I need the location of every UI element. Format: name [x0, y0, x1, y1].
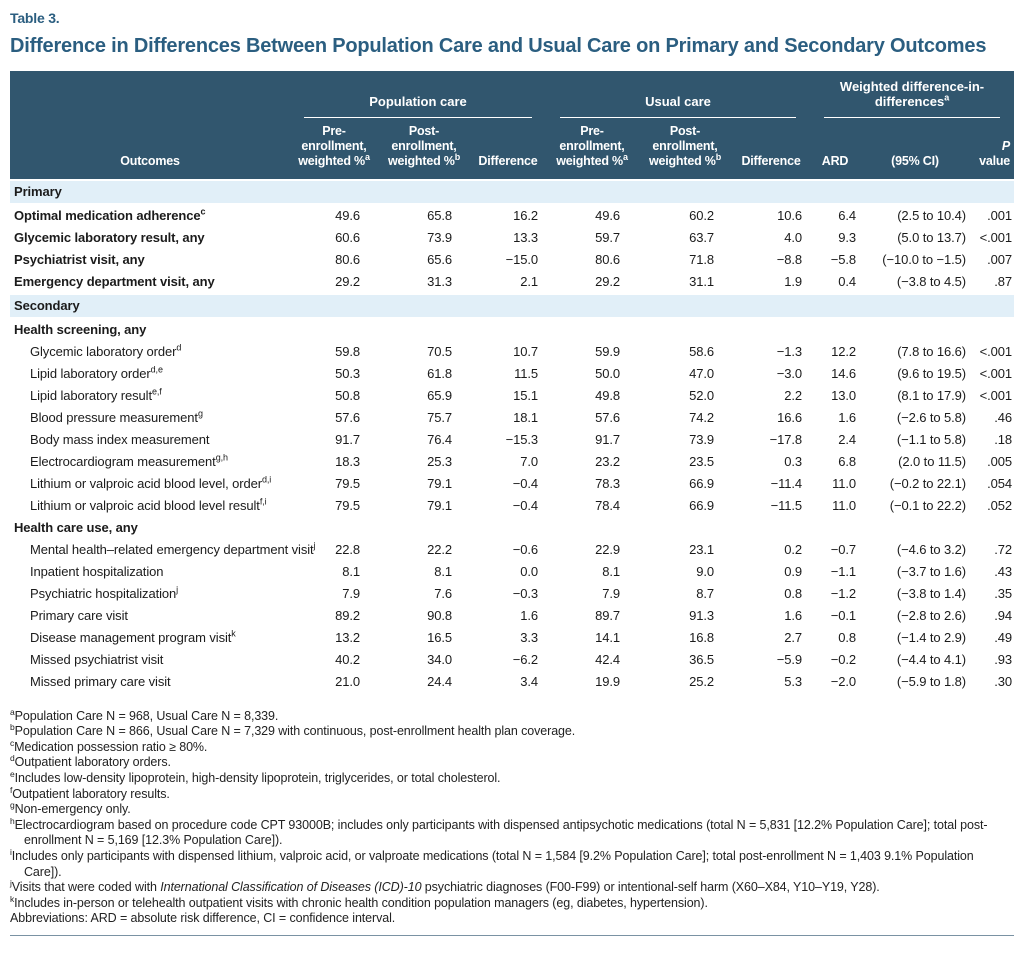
cell-usual-post: 25.2 — [689, 674, 714, 690]
subsection-row — [10, 517, 1014, 539]
cell-p-value: .46 — [994, 410, 1013, 426]
table-3-figure — [10, 0, 1014, 948]
cell-pop-difference: 1.6 — [520, 608, 538, 624]
cell-p-value: .007 — [987, 252, 1013, 268]
cell-pop-post: 65.6 — [427, 252, 452, 268]
cell-ci: (−1.1 to 5.8) — [896, 432, 967, 448]
col-usual-difference: Difference — [732, 118, 810, 180]
cell-ard: 1.6 — [838, 410, 857, 426]
cell-usual-difference: 10.6 — [777, 208, 803, 224]
outcomes-table — [10, 71, 1014, 693]
section-label: Health screening, any — [14, 322, 147, 338]
cell-ard: 12.2 — [831, 344, 857, 360]
footnote-f: $^f$Outpatient laboratory results. — [10, 784, 170, 801]
cell-pop-difference: 3.3 — [520, 630, 538, 646]
table-row — [10, 605, 1014, 627]
cell-ard: 6.8 — [838, 454, 857, 470]
cell-usual-pre: 59.7 — [595, 230, 620, 246]
cell-ard: −2.0 — [830, 674, 857, 690]
group-usual-care — [546, 71, 810, 118]
cell-usual-pre: 29.2 — [595, 274, 620, 290]
cell-p-value: .35 — [994, 586, 1013, 602]
cell-ard: 2.4 — [838, 432, 857, 448]
cell-usual-pre: 50.0 — [595, 366, 620, 382]
cell-pop-difference: 11.5 — [514, 366, 538, 382]
col-p-value: P value — [970, 118, 1014, 180]
cell-usual-pre: 91.7 — [595, 432, 620, 448]
cell-usual-post: 66.9 — [689, 498, 714, 514]
cell-pop-difference: −15.3 — [505, 432, 538, 448]
cell-pop-post: 22.2 — [427, 542, 452, 558]
cell-pop-post: 70.5 — [427, 344, 452, 360]
cell-p-value: .87 — [994, 274, 1013, 290]
cell-usual-pre: 57.6 — [595, 410, 620, 426]
cell-usual-difference: −8.8 — [776, 252, 803, 268]
cell-ard: 0.4 — [838, 274, 857, 290]
section-row — [10, 294, 1014, 318]
group-usual-care-label: Usual care — [645, 93, 711, 109]
cell-ard: 14.6 — [831, 366, 857, 382]
cell-ard: −0.1 — [830, 608, 857, 624]
cell-pop-pre: 79.5 — [335, 498, 360, 514]
table-row — [10, 561, 1014, 583]
group-header-spacer — [10, 71, 290, 118]
cell-pop-post: 65.8 — [427, 208, 452, 224]
cell-p-value: .005 — [987, 454, 1013, 470]
cell-usual-difference: 0.2 — [784, 542, 803, 558]
table-row — [10, 495, 1014, 517]
cell-usual-pre: 59.9 — [595, 344, 620, 360]
cell-usual-pre: 19.9 — [595, 674, 620, 690]
footnote-b: $^b$Population Care N = 866, Usual Care N = 7,329 with continuous, post-enrollment health plan coverage. — [10, 722, 576, 739]
cell-pop-post: 79.1 — [427, 498, 452, 514]
cell-pop-pre: 40.2 — [335, 652, 360, 668]
row-label: Blood pressure measurement$^g$ — [30, 408, 203, 426]
cell-p-value: .18 — [994, 432, 1013, 448]
col-ard: ARD — [810, 118, 860, 180]
cell-ci: (2.5 to 10.4) — [897, 208, 967, 224]
cell-ci: (8.1 to 17.9) — [897, 388, 967, 404]
table-row — [10, 407, 1014, 429]
cell-pop-pre: 50.8 — [335, 388, 360, 404]
cell-ci: (−4.6 to 3.2) — [896, 542, 967, 558]
cell-usual-pre: 22.9 — [595, 542, 620, 558]
cell-pop-difference: 3.4 — [520, 674, 538, 690]
cell-ard: 0.8 — [838, 630, 857, 646]
cell-usual-post: 74.2 — [689, 410, 714, 426]
cell-pop-difference: 0.0 — [520, 564, 538, 580]
row-label: Lipid laboratory result$^{e,f}$ — [30, 386, 162, 404]
col-pop-pre: Pre-enrollment, weighted %$^a$ — [290, 118, 378, 180]
cell-usual-pre: 42.4 — [595, 652, 620, 668]
cell-pop-difference: −0.4 — [512, 476, 538, 492]
footnote-d: $^d$Outpatient laboratory orders. — [10, 753, 171, 770]
cell-usual-pre: 23.2 — [595, 454, 620, 470]
cell-pop-pre: 13.2 — [335, 630, 360, 646]
cell-pop-pre: 29.2 — [335, 274, 360, 290]
cell-usual-post: 23.5 — [689, 454, 714, 470]
section-label: Health care use, any — [14, 520, 138, 536]
cell-usual-pre: 78.3 — [595, 476, 620, 492]
cell-p-value: .72 — [994, 542, 1013, 558]
cell-usual-difference: −5.9 — [776, 652, 803, 668]
cell-pop-pre: 59.8 — [335, 344, 360, 360]
col-outcomes: Outcomes — [10, 118, 290, 180]
section-label: Primary — [10, 180, 1014, 204]
cell-pop-difference: 13.3 — [513, 230, 538, 246]
cell-ard: −1.1 — [830, 564, 857, 580]
cell-usual-difference: 0.9 — [784, 564, 803, 580]
row-label: Psychiatrist visit, any — [14, 252, 145, 268]
cell-p-value: <.001 — [979, 366, 1013, 382]
table-label: Table 3. — [10, 10, 60, 26]
cell-ard: 6.4 — [838, 208, 857, 224]
cell-pop-post: 79.1 — [427, 476, 452, 492]
cell-usual-pre: 89.7 — [595, 608, 620, 624]
row-label: Mental health–related emergency department visit$^j$ — [30, 540, 316, 558]
cell-pop-pre: 60.6 — [335, 230, 360, 246]
section-row — [10, 180, 1014, 204]
row-label: Optimal medication adherence$^c$ — [14, 206, 206, 224]
cell-ci: (7.8 to 16.6) — [897, 344, 967, 360]
cell-usual-difference: 2.2 — [784, 388, 803, 404]
cell-usual-post: 58.6 — [689, 344, 714, 360]
group-population-care — [290, 71, 546, 118]
cell-usual-difference: 0.3 — [784, 454, 803, 470]
footnote-h: $^h$Electrocardiogram based on procedure code CPT 93000B; includes only participants with dispensed antipsychotic medications (total N = 5,831 [12.2% Population Care]; total post-enrollment N = 5,169 [12.3% Population Care]). — [10, 815, 988, 848]
row-label: Glycemic laboratory result, any — [14, 230, 205, 246]
row-label: Body mass index measurement — [30, 432, 210, 448]
cell-pop-pre: 79.5 — [335, 476, 360, 492]
cell-usual-difference: 5.3 — [784, 674, 803, 690]
cell-pop-difference: −6.2 — [512, 652, 538, 668]
row-label: Primary care visit — [30, 608, 128, 624]
row-label: Lithium or valproic acid blood level result$^{f,i}$ — [30, 496, 267, 514]
row-label: Missed primary care visit — [30, 674, 171, 690]
cell-pop-pre: 49.6 — [335, 208, 360, 224]
group-weighted-did: Weighted difference-in-differences$^a$ — [810, 71, 1014, 118]
cell-ard: 11.0 — [832, 498, 857, 514]
cell-p-value: .30 — [994, 674, 1013, 690]
cell-ci: (−2.8 to 2.6) — [896, 608, 967, 624]
cell-usual-difference: −1.3 — [776, 344, 803, 360]
cell-usual-difference: −17.8 — [769, 432, 803, 448]
cell-ci: (−5.9 to 1.8) — [896, 674, 967, 690]
cell-pop-pre: 7.9 — [342, 586, 360, 602]
cell-usual-post: 8.7 — [696, 586, 714, 602]
cell-pop-post: 7.6 — [434, 586, 452, 602]
footnote-e: $^e$Includes low-density lipoprotein, high-density lipoprotein, triglycerides, or total cholesterol. — [10, 768, 501, 785]
table-row — [10, 385, 1014, 407]
row-label: Electrocardiogram measurement$^{g,h}$ — [30, 452, 228, 470]
footnote-j: $^j$Visits that were coded with International Classification of Diseases (ICD)-10 psychiatric diagnoses (F00-F99) or intentional-self harm (X60–X84, Y10–Y19, Y28). — [10, 878, 880, 895]
cell-usual-difference: 1.9 — [784, 274, 803, 290]
cell-pop-post: 73.9 — [427, 230, 452, 246]
group-header-row — [10, 71, 1014, 118]
page-title: Difference in Differences Between Population Care and Usual Care on Primary and Secondary Outcomes — [10, 35, 987, 57]
table-row — [10, 204, 1014, 227]
cell-ard: 11.0 — [832, 476, 857, 492]
cell-usual-difference: −11.4 — [770, 476, 803, 492]
table-row — [10, 627, 1014, 649]
cell-pop-pre: 21.0 — [335, 674, 360, 690]
cell-usual-difference: −3.0 — [776, 366, 803, 382]
cell-usual-post: 47.0 — [689, 366, 714, 382]
cell-ard: −1.2 — [830, 586, 857, 602]
cell-usual-post: 16.8 — [689, 630, 714, 646]
cell-ci: (−0.1 to 22.2) — [889, 498, 967, 514]
group-weighted-did-label: Weighted difference-in-differences — [839, 79, 985, 109]
footnote-i: $^i$Includes only participants with dispensed lithium, valproic acid, or valproate medications (total N = 1,584 [9.2% Population Care]; total post-enrollment N = 1,403 9.1% Population Care]). — [10, 846, 974, 879]
row-label: Emergency department visit, any — [14, 274, 215, 290]
cell-p-value: .93 — [994, 652, 1013, 668]
col-usual-post: Post-enrollment, weighted %$^b$ — [638, 118, 732, 180]
cell-usual-pre: 80.6 — [595, 252, 620, 268]
table-row — [10, 271, 1014, 294]
cell-pop-pre: 50.3 — [335, 366, 360, 382]
cell-p-value: .94 — [994, 608, 1013, 624]
cell-usual-post: 66.9 — [689, 476, 714, 492]
cell-pop-pre: 57.6 — [335, 410, 360, 426]
subsection-row — [10, 318, 1014, 341]
cell-usual-post: 31.1 — [689, 274, 714, 290]
cell-pop-difference: 16.2 — [513, 208, 538, 224]
cell-usual-post: 52.0 — [689, 388, 714, 404]
row-label: Inpatient hospitalization — [30, 564, 164, 580]
cell-usual-difference: 1.6 — [784, 608, 803, 624]
cell-usual-post: 9.0 — [696, 564, 714, 580]
table-row — [10, 671, 1014, 693]
table-row — [10, 583, 1014, 605]
cell-pop-pre: 18.3 — [335, 454, 360, 470]
row-label: Lithium or valproic acid blood level, order$^{d,i}$ — [30, 474, 272, 492]
cell-pop-difference: −0.3 — [512, 586, 538, 602]
table-row — [10, 451, 1014, 473]
cell-pop-post: 24.4 — [427, 674, 452, 690]
cell-pop-post: 61.8 — [427, 366, 452, 382]
cell-usual-post: 23.1 — [689, 542, 714, 558]
cell-pop-pre: 80.6 — [335, 252, 360, 268]
cell-ci: (−3.8 to 4.5) — [896, 274, 967, 290]
table-row — [10, 429, 1014, 451]
cell-ci: (−3.8 to 1.4) — [896, 586, 967, 602]
cell-ci: (−0.2 to 22.1) — [889, 476, 967, 492]
cell-p-value: .052 — [987, 498, 1013, 514]
cell-pop-post: 25.3 — [427, 454, 452, 470]
group-population-care-label: Population care — [369, 93, 467, 109]
cell-usual-difference: 2.7 — [784, 630, 803, 646]
cell-pop-post: 75.7 — [427, 410, 452, 426]
cell-pop-post: 90.8 — [427, 608, 452, 624]
cell-ci: (2.0 to 11.5) — [898, 454, 967, 470]
footnote-a: $^a$Population Care N = 968, Usual Care N = 8,339. — [10, 706, 279, 723]
table-row — [10, 341, 1014, 363]
cell-p-value: <.001 — [979, 388, 1013, 404]
cell-pop-pre: 89.2 — [335, 608, 360, 624]
cell-usual-difference: −11.5 — [770, 498, 803, 514]
table-row — [10, 363, 1014, 385]
cell-pop-post: 76.4 — [427, 432, 452, 448]
row-label: Missed psychiatrist visit — [30, 652, 164, 668]
cell-usual-post: 36.5 — [689, 652, 714, 668]
cell-ci: (−10.0 to −1.5) — [882, 252, 967, 268]
cell-usual-post: 60.2 — [689, 208, 714, 224]
cell-usual-post: 91.3 — [689, 608, 714, 624]
cell-usual-pre: 78.4 — [595, 498, 620, 514]
col-pop-difference: Difference — [470, 118, 546, 180]
cell-ard: 13.0 — [831, 388, 857, 404]
cell-usual-difference: 16.6 — [777, 410, 803, 426]
cell-pop-difference: 10.7 — [513, 344, 538, 360]
cell-usual-pre: 49.6 — [595, 208, 620, 224]
cell-usual-pre: 7.9 — [602, 586, 620, 602]
cell-usual-post: 73.9 — [689, 432, 714, 448]
footnote-k: $^k$Includes in-person or telehealth outpatient visits with chronic health condition population managers (eg, diabetes, hypertension). — [10, 893, 708, 910]
col-pop-post: Post-enrollment, weighted %$^b$ — [378, 118, 470, 180]
cell-p-value: .49 — [994, 630, 1013, 646]
abbreviations-note: Abbreviations: ARD = absolute risk difference, CI = confidence interval. — [10, 911, 396, 926]
cell-ci: (5.0 to 13.7) — [897, 230, 967, 246]
table-body — [10, 180, 1014, 693]
table-row — [10, 649, 1014, 671]
table-row — [10, 473, 1014, 495]
cell-usual-pre: 14.1 — [595, 630, 620, 646]
column-header-row — [10, 118, 1014, 180]
row-label: Psychiatric hospitalization$^j$ — [30, 584, 179, 602]
footnote-g: $^g$Non-emergency only. — [10, 800, 131, 817]
cell-ard: −0.7 — [830, 542, 857, 558]
footnote-c: $^c$Medication possession ratio ≥ 80%. — [10, 737, 208, 754]
row-label: Lipid laboratory order$^{d,e}$ — [30, 364, 163, 382]
cell-usual-post: 63.7 — [689, 230, 714, 246]
cell-pop-pre: 8.1 — [342, 564, 360, 580]
cell-ci: (−3.7 to 1.6) — [896, 564, 967, 580]
cell-pop-difference: 18.1 — [513, 410, 538, 426]
cell-pop-difference: −0.6 — [512, 542, 538, 558]
table-row — [10, 227, 1014, 249]
cell-pop-post: 31.3 — [427, 274, 452, 290]
cell-usual-pre: 49.8 — [595, 388, 620, 404]
cell-pop-pre: 22.8 — [335, 542, 360, 558]
row-label: Disease management program visit$^k$ — [30, 628, 236, 646]
cell-p-value: .001 — [987, 208, 1013, 224]
cell-pop-pre: 91.7 — [335, 432, 360, 448]
cell-usual-difference: 4.0 — [784, 230, 803, 246]
bottom-rule — [10, 935, 1014, 948]
cell-ci: (−4.4 to 4.1) — [896, 652, 967, 668]
cell-ci: (9.6 to 19.5) — [897, 366, 967, 382]
cell-ci: (−2.6 to 5.8) — [896, 410, 967, 426]
cell-ard: 9.3 — [838, 230, 857, 246]
table-row — [10, 539, 1014, 561]
row-label: Glycemic laboratory order$^d$ — [30, 342, 182, 360]
cell-ard: −0.2 — [830, 652, 857, 668]
cell-usual-difference: 0.8 — [784, 586, 803, 602]
cell-p-value: <.001 — [979, 344, 1013, 360]
cell-ci: (−1.4 to 2.9) — [896, 630, 967, 646]
cell-p-value: <.001 — [979, 230, 1013, 246]
col-usual-pre: Pre-enrollment, weighted %$^a$ — [546, 118, 638, 180]
cell-pop-post: 34.0 — [427, 652, 452, 668]
cell-pop-post: 65.9 — [427, 388, 452, 404]
table-row — [10, 249, 1014, 271]
footnotes — [10, 706, 1014, 927]
cell-pop-difference: 2.1 — [520, 274, 538, 290]
cell-pop-difference: −15.0 — [505, 252, 538, 268]
cell-p-value: .054 — [987, 476, 1013, 492]
cell-pop-post: 8.1 — [434, 564, 452, 580]
section-label: Secondary — [10, 294, 1014, 318]
cell-pop-difference: 7.0 — [520, 454, 538, 470]
table-header — [10, 71, 1014, 180]
cell-p-value: .43 — [994, 564, 1013, 580]
cell-usual-post: 71.8 — [689, 252, 714, 268]
cell-pop-difference: −0.4 — [512, 498, 538, 514]
cell-pop-post: 16.5 — [427, 630, 452, 646]
cell-usual-pre: 8.1 — [602, 564, 620, 580]
cell-pop-difference: 15.1 — [513, 388, 538, 404]
cell-ard: −5.8 — [830, 252, 857, 268]
col-ci: (95% CI) — [860, 118, 970, 180]
